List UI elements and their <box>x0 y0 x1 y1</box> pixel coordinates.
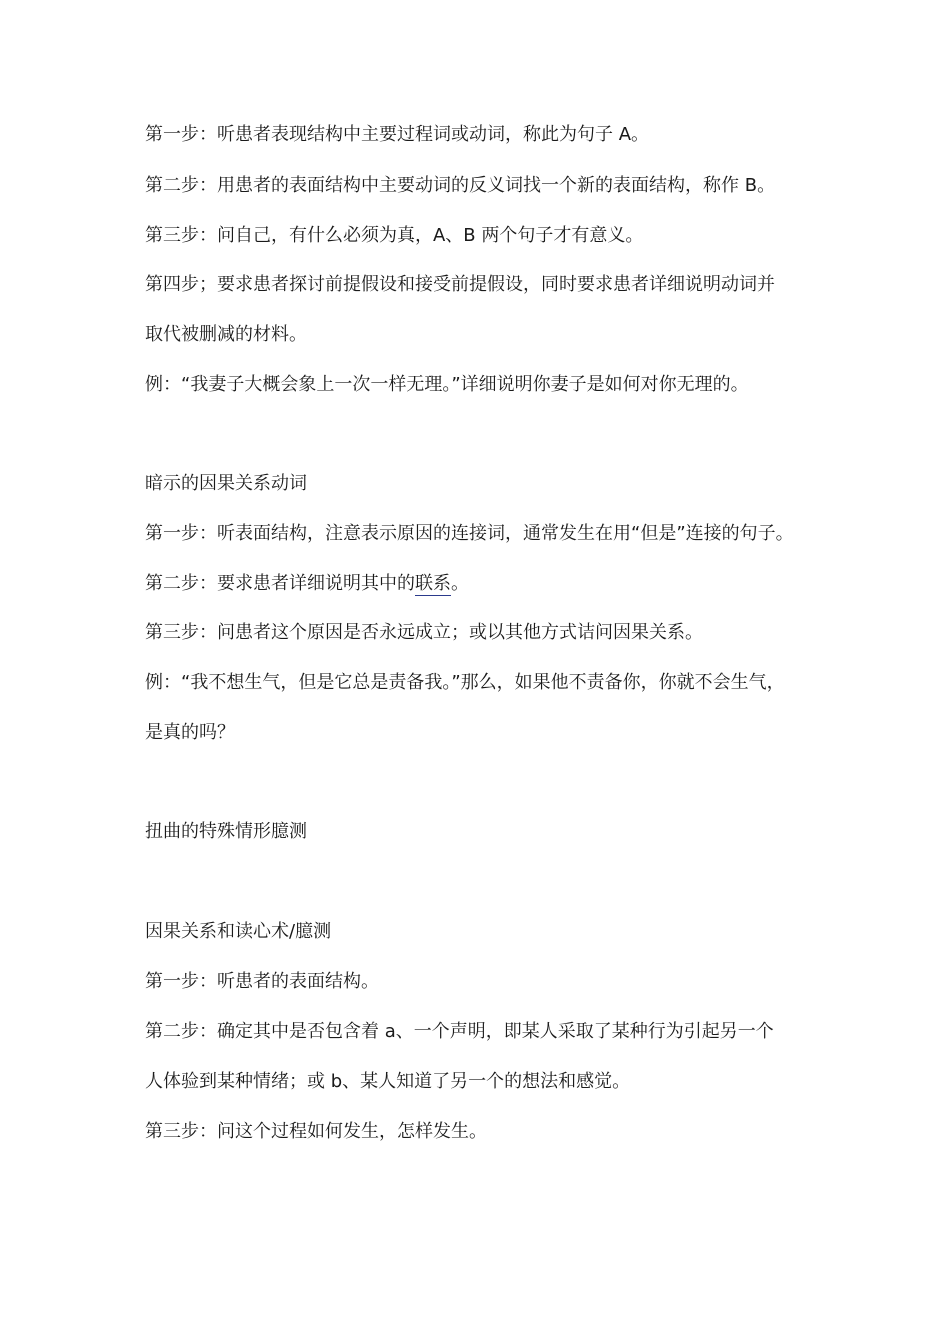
step-2-prefix: 第二步：要求患者详细说明其中的 <box>145 573 415 594</box>
example-text: 例：“我妻子大概会象上一次一样无理。”详细说明你妻子是如何对你无理的。 <box>145 374 749 395</box>
section-heading-implied-causation: 暗示的因果关系动词 <box>145 473 307 494</box>
step-2-text-line-1: 第二步：确定其中是否包含着 a、一个声明，即某人采取了某种行为引起另一个 <box>145 1021 774 1042</box>
step-2-text <box>145 572 825 596</box>
step-3-text: 第三步：问自己，有什么必须为真，A、B 两个句子才有意义。 <box>145 225 644 246</box>
step-1-text: 第一步：听患者表现结构中主要过程词或动词，称此为句子 A。 <box>145 124 650 145</box>
step-1-text: 第一步：听表面结构，注意表示原因的连接词，通常发生在用“但是”连接的句子。 <box>145 523 794 544</box>
step-2-suffix: 。 <box>451 573 469 594</box>
section-heading-distortion: 扭曲的特殊情形臆测 <box>145 821 307 842</box>
step-2-text-line-2: 人体验到某种情绪；或 b、某人知道了另一个的想法和感觉。 <box>145 1071 631 1092</box>
step-3-text: 第三步：问患者这个原因是否永远成立；或以其他方式诘问因果关系。 <box>145 622 703 643</box>
example-text-line-2: 是真的吗？ <box>145 722 235 743</box>
step-1-text: 第一步：听患者的表面结构。 <box>145 971 379 992</box>
step-4-text-line-1: 第四步；要求患者探讨前提假设和接受前提假设，同时要求患者详细说明动词并 <box>145 274 775 295</box>
section-heading-mind-reading: 因果关系和读心术/臆测 <box>145 921 332 942</box>
step-3-text: 第三步：问这个过程如何发生，怎样发生。 <box>145 1121 487 1142</box>
example-text-line-1: 例：“我不想生气，但是它总是责备我。”那么，如果他不责备你，你就不会生气， <box>145 672 785 693</box>
underlined-word: 联系 <box>415 573 451 594</box>
step-2-text: 第二步：用患者的表面结构中主要动词的反义词找一个新的表面结构，称作 B。 <box>145 175 776 196</box>
step-4-text-line-2: 取代被删减的材料。 <box>145 324 307 345</box>
